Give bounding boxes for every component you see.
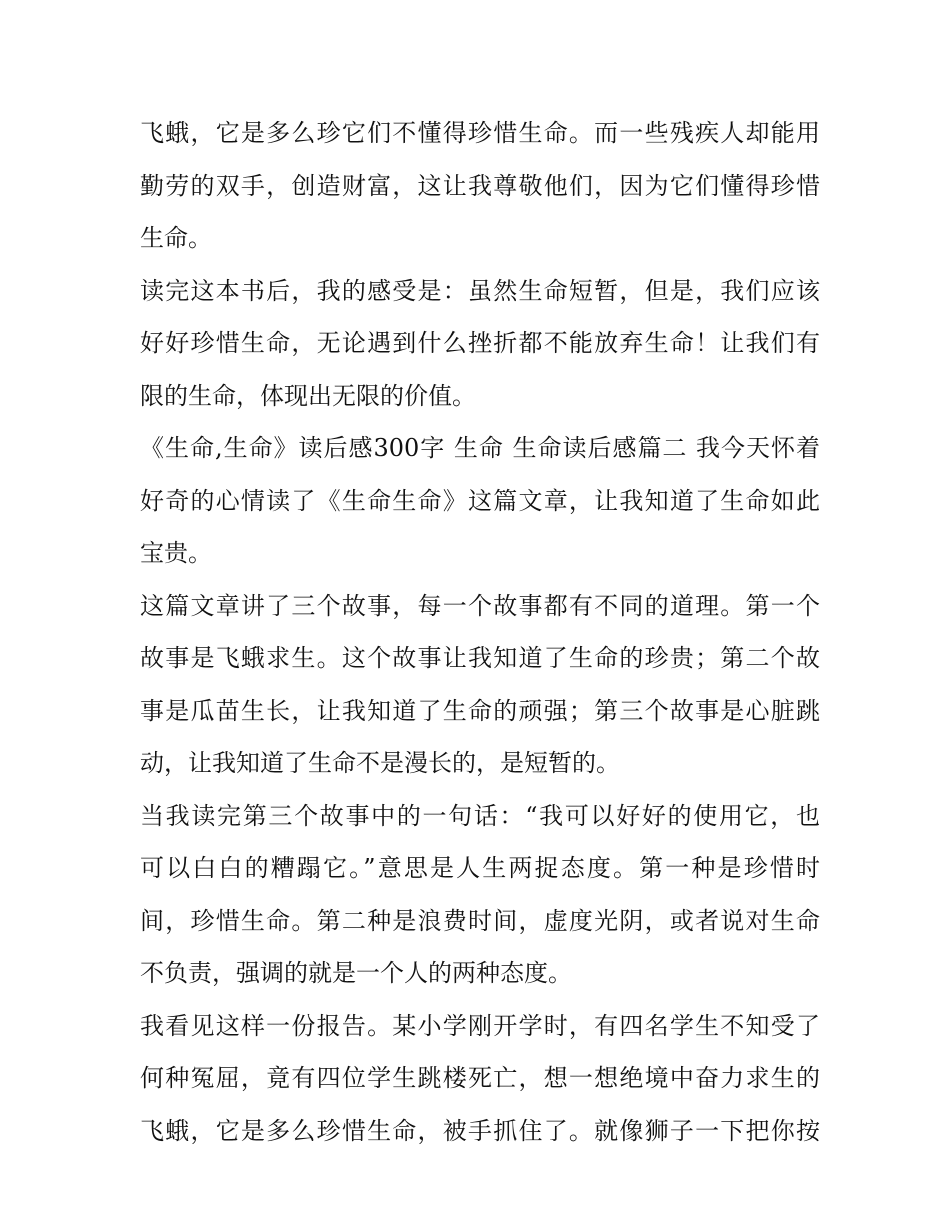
text-line: 好奇的心情读了《生命生命》这篇文章，让我知道了生命如此 — [140, 486, 820, 515]
text-line: 故事是飞蛾求生。这个故事让我知道了生命的珍贵；第二个故 — [140, 644, 820, 672]
text-line: 这篇文章讲了三个故事，每一个故事都有不同的道理。第一个 — [140, 591, 820, 620]
text-line: 宝贵。 — [140, 539, 212, 567]
text-line: 读完这本书后，我的感受是：虽然生命短暂，但是，我们应该 — [140, 276, 820, 305]
text-line: 限的生命，体现出无限的价值。 — [140, 381, 476, 410]
text-line: 何种冤屈，竟有四位学生跳楼死亡，想一想绝境中奋力求生的 — [140, 1064, 820, 1092]
text-line: 我看见这样一份报告。某小学刚开学时，有四名学生不知受了 — [140, 1011, 820, 1040]
document-body — [140, 107, 820, 1157]
text-line: 可以白白的糟蹋它。”意思是人生两捉态度。第一种是珍惜时 — [140, 854, 820, 882]
text-line: 好好珍惜生命，无论遇到什么挫折都不能放弃生命！让我们有 — [140, 329, 820, 357]
text-line: 当我读完第三个故事中的一句话：“我可以好好的使用它，也 — [140, 801, 820, 830]
text-line: 勤劳的双手，创造财富，这让我尊敬他们，因为它们懂得珍惜 — [140, 171, 820, 200]
text-line: 间，珍惜生命。第二种是浪费时间，虚度光阴，或者说对生命 — [140, 906, 820, 935]
text-line: 《生命,生命》读后感300字 生命 生命读后感篇二 我今天怀着 — [140, 434, 820, 462]
text-line: 事是瓜苗生长，让我知道了生命的顽强；第三个故事是心脏跳 — [140, 696, 820, 725]
text-line: 飞蛾，它是多么珍惜生命，被手抓住了。就像狮子一下把你按 — [140, 1116, 820, 1145]
text-line: 不负责，强调的就是一个人的两种态度。 — [140, 959, 572, 987]
text-line: 动，让我知道了生命不是漫长的，是短暂的。 — [140, 749, 620, 777]
text-line: 生命。 — [140, 224, 212, 252]
text-line: 飞蛾，它是多么珍它们不懂得珍惜生命。而一些残疾人却能用 — [140, 119, 820, 147]
